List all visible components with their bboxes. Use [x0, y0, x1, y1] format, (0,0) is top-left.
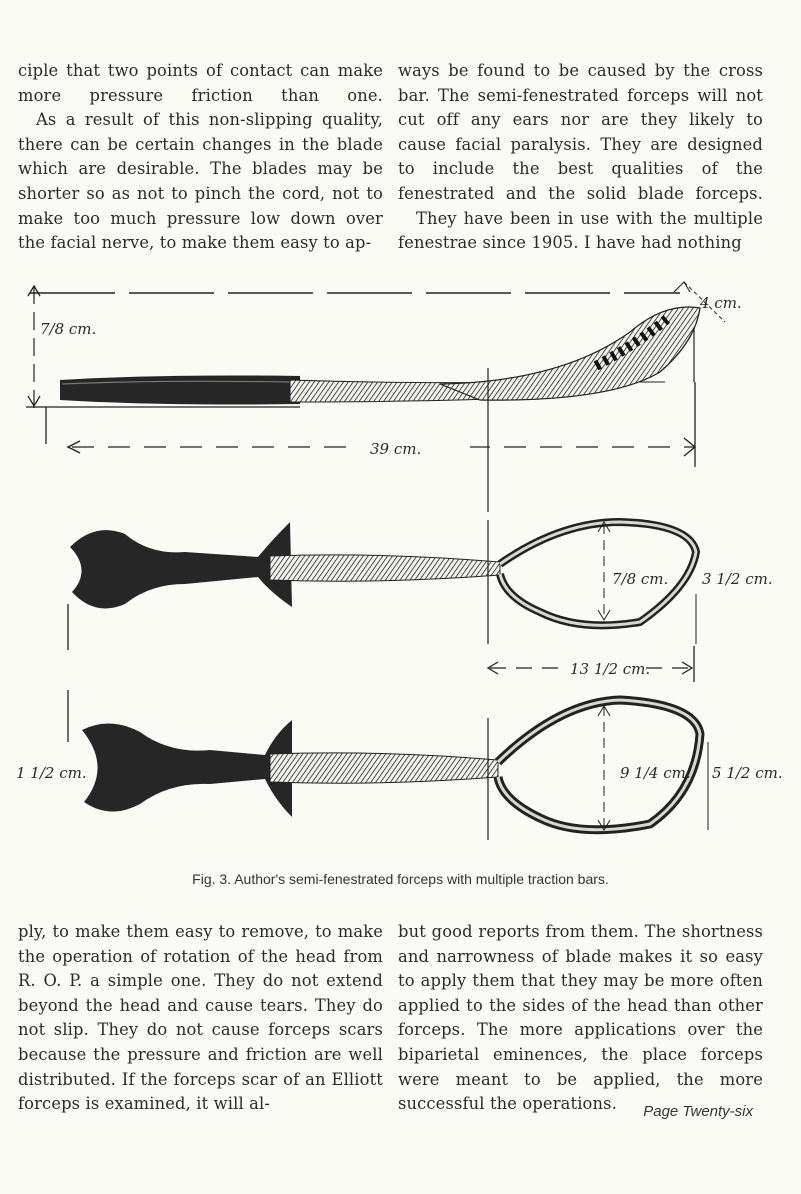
paragraph-good-reports: but good reports from them. The shortness and narrowness of blade makes it so easy to apply them that they may be more often applied to the sides of the head than other forceps. The more applications over the biparietal eminences, the place forceps were meant to be applied, the more successful the operations. — [398, 922, 763, 1114]
paragraph-since-1905: They have been in use with the multiple fenestrae since 1905. I have had nothing — [398, 208, 763, 253]
side-view-forceps — [26, 282, 742, 512]
figure-caption: Fig. 3. Author's semi-fenestrated forceps with multiple traction bars. — [192, 871, 609, 887]
tip-width-label: 4 cm. — [700, 294, 742, 312]
top-left-column — [18, 59, 383, 256]
total-length-label: 39 cm. — [370, 440, 422, 458]
blade-length-label: 13 1/2 cm. — [570, 660, 651, 678]
page-number: Page Twenty-six — [643, 1103, 753, 1120]
top-view-forceps-upper — [68, 520, 773, 682]
inner-gap-1-label: 7/8 cm. — [612, 570, 669, 588]
outer-gap-1-label: 3 1/2 cm. — [702, 570, 773, 588]
handle-height-label: 7/8 cm. — [40, 320, 97, 338]
forceps-figure — [0, 272, 801, 867]
bottom-left-column — [18, 920, 383, 1117]
paragraph-non-slipping: As a result of this non-slipping quality, there can be certain changes in the blade which are desirable. The blades may be shorter so as not to pinch the cord, not to make too much pressure low down over the facial nerve, to make them easy to ap- — [18, 110, 383, 253]
bottom-right-column — [398, 920, 763, 1117]
paragraph-easy-removal: ply, to make them easy to remove, to make the operation of rotation of the head from R. O. P. a simple one. They do not extend beyond the head and cause tears. They do not slip. They do not cause forceps scars because the pressure and friction are well distributed. If the forceps scar of an Elliott forceps is examined, it will al- — [18, 922, 383, 1114]
top-right-column — [398, 59, 763, 256]
top-view-forceps-lower — [16, 690, 783, 840]
inner-gap-2-label: 9 1/4 cm. — [620, 764, 691, 782]
paragraph-continuation: ciple that two points of contact can make more pressure friction than one. — [18, 61, 383, 105]
handle-width-label: 1 1/2 cm. — [16, 764, 87, 782]
outer-gap-2-label: 5 1/2 cm. — [712, 764, 783, 782]
paragraph-cross-bar: ways be found to be caused by the cross bar. The semi-fenestrated forceps will not cut off any ears nor are they likely to cause facial paralysis. They are designed to include the best qualities of the fenestrated and the solid blade forceps. — [398, 61, 763, 203]
